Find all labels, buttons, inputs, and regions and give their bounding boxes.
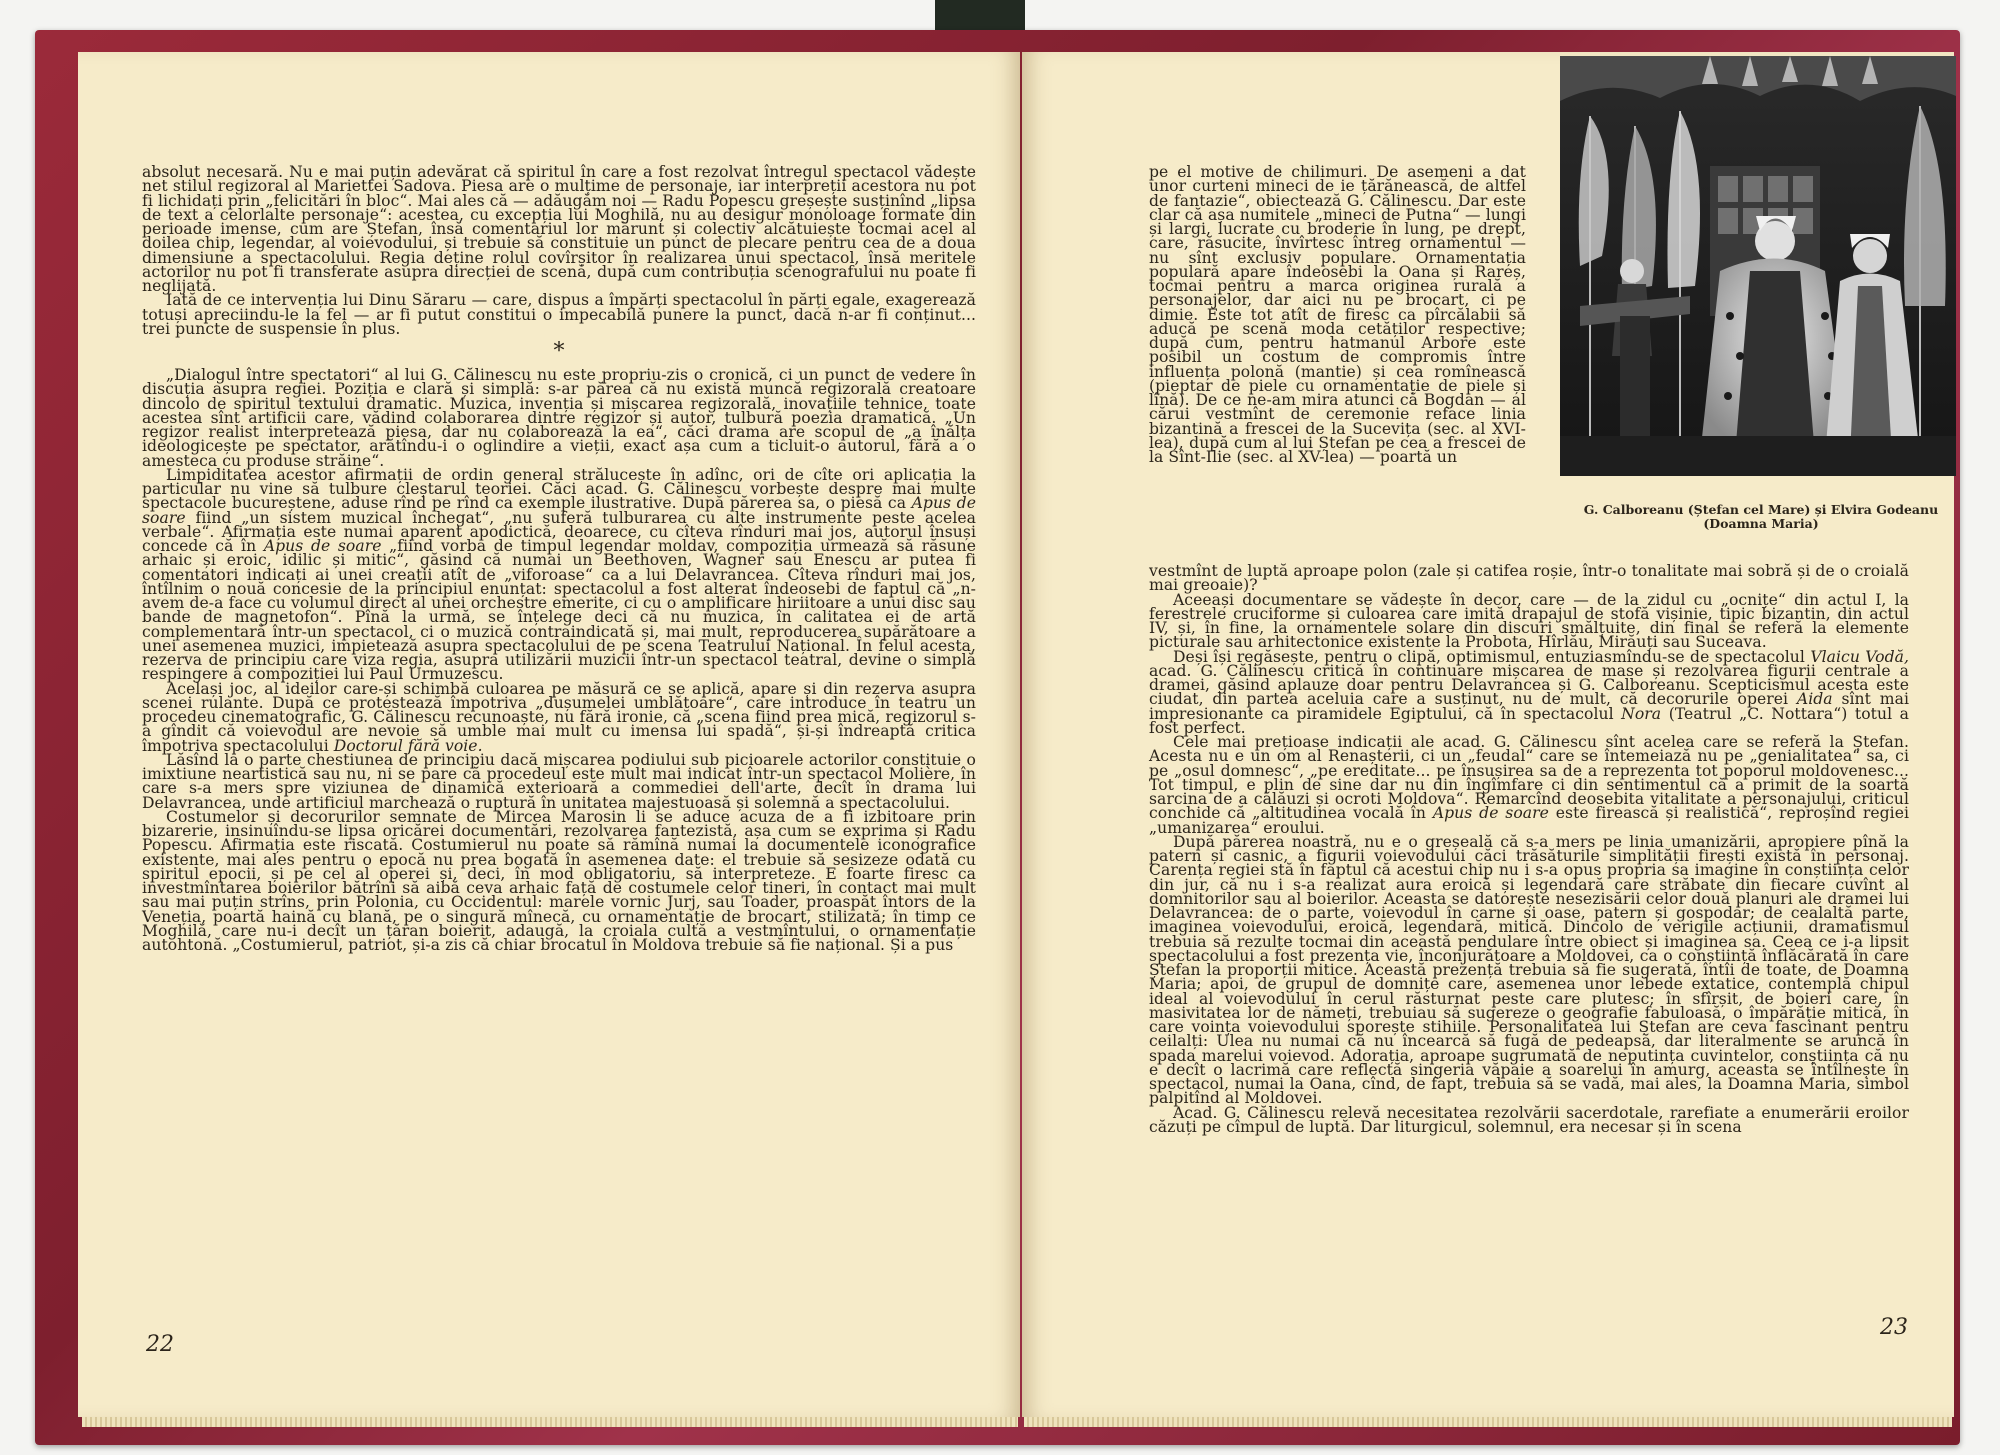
right-page-edge (1024, 1417, 1952, 1427)
paragraph: Aceeași documentare se vădește în decor, care — de la zidul cu „ocnițe“ din actul I, la ferestrele cruciforme și culoarea care imită drapajul de stofă vișinie, tipic bizantin, din actul IV, și, în fine, la ornamentele solare din discuri smălțuite, din final se referă la elemente picturale sau arhitectonice existente la Probota, Hîrlău, Mirăuți sau Suceava. (1149, 590, 1909, 652)
text-run: este firească și realistică“, reproșînd regiei „umanizarea“ eroului. (1149, 804, 1910, 837)
background-strip (935, 0, 1025, 30)
text-run: Limpiditatea acestor afirmații de ordin general strălucește în adînc, ori de cîte ori aplicația la particular nu vine să tulbure cleștarul teoriei. Căci acad. G. Călinescu vorbește despre mai multe spectacole bucureștene, aduse rînd pe rînd ca exemple ilustrative. După părerea sa, o piesă ca (142, 465, 976, 513)
page-number: 23 (1880, 1315, 1908, 1340)
work-title: Doctorul fără voie. (333, 736, 483, 755)
paragraph (1149, 647, 1910, 737)
paragraph: Iată de ce intervenția lui Dinu Săraru — care, dispus a împărți spectacolul în părți egale, exagerează totuși apreciindu-le la fel — ar fi putut constitui o impecabilă punere la punct, dacă n-ar fi conținut... trei puncte de suspensie în plus. (142, 291, 976, 338)
work-title: Vlaicu Vodă, (1810, 647, 1909, 666)
theatre-photo (1560, 56, 1956, 476)
text-run: „fiind vorba de timpul legendar moldav, compoziția urmează să răsune arhaic și eroic, idilic și mitic“, găsind că numai un Beethoven, Wagner sau Enescu ar putea fi comentatori indicați ai unei creații atît de „viforoase“ ca a lui Delavrancea. Cîteva rînduri mai jos, întîlnim o nouă concesie de la principiul enunțat: spectacolul a fost alterat îndeosebi de faptul că „n-avem de-a face cu volumul direct al unei orchestre emerite, ci cu o amplificare hiriitoare a unui disc sau bande de magnetofon“. Pînă la urmă, se înțelege deci că nu muzica, în calitatea ei de artă complementară într-un spectacol, ci o muzică contraindicată și, mai mult, reproducerea supărătoare a unei asemenea muzici, impietează asupra spectacolului de pe scena Teatrului Național. În felul acesta, rezerva de principiu care viza regia, asupra utilizării muzicii într-un spectacol teatral, devine o simplă respingere a compoziției lui Paul Urmuzescu. (142, 537, 976, 684)
text-run: Deși își regăsește, pentru o clipă, optimismul, entuziasmîndu-se de spectacolul (1173, 647, 1805, 666)
work-title: Apus de soare (142, 494, 976, 527)
page-number: 22 (146, 1332, 174, 1357)
paragraph (142, 465, 976, 684)
paragraph (1149, 735, 1909, 835)
left-page-text (142, 165, 976, 952)
text-run: Cele mai prețioase indicații ale acad. G. Călinescu sînt acelea care se referă la Ștefan. Acesta nu e un om al Renașterii, ci un „feudal“ care se întemeiază nu pe „genialitatea“ sa, ci pe „osul domnesc“, „pe ereditate... pe însușirea sa de a reprezenta tot poporul moldovenesc... Tot timpul, e plin de sine dar nu din îngîmfare ci din sentimentul că a primit de la soartă sarcina de a călăuzi și ocroti Moldova“. Remarcînd deosebita vitalitate a personajului, criticul conchide că „altitudinea vocală în (1149, 733, 1909, 823)
paragraph: „Dialogul între spectatori“ al lui G. Călinescu nu este propriu-zis o cronică, ci un punct de vedere în discuția asupra regiei. Poziția e clară și simplă: s-ar părea că nu există muncă regizorală creatoare dincolo de spiritul textului dramatic. Muzica, invenția și mișcarea regizorală, inovațiile tehnice, toate acestea sînt artificii care, vădind colaborarea dintre regizor și autor, tulbură poezia dramatică. „Un regizor realist interpretează piesa, dar nu colaborează la ea“, căci drama are scopul de „a înălța ideologicește pe spectator, arătîndu-i o oglindire a vieții, exact așa cum a ticluit-o autorul, fără a o amesteca cu produse străine“. (142, 366, 976, 470)
paragraph: vestmînt de luptă aproape polon (zale și catifea roșie, într-o tonalitate mai sobră și de o croială mai greoaie)? (1149, 562, 1909, 595)
paragraph: Lăsînd la o parte chestiunea de principiu dacă mișcarea podiului sub picioarele actorilor constituie o imixtiune neartistică sau nu, ni se pare că procedeul este mult mai indicat într-un spectacol Molière, în care s-a mers spre viziunea de dinamică exterioară a commediei dell'arte, decît în drama lui Delavrancea, unde artificiul marchează o ruptură în unitatea majestuoasă și solemnă a spectacolului. (142, 750, 976, 812)
text-run: sînt mai impresionante ca piramidele Egiptului, că în spectacolul (1149, 690, 1910, 723)
work-title: Apus de soare (1432, 804, 1549, 823)
right-page-text-wide (1149, 564, 1909, 1134)
text-run: Același joc, al ideilor care-și schimbă culoarea pe măsură ce se aplică, apare și din rezerva asupra scenei rulante. După ce protestează împotriva „dușumelei umblătoare“, care introduce în teatru un procedeu cinematografic, G. Călinescu recunoaște, nu fără ironie, că „scena fiind prea mică, regizorul s-a gîndit că voievodul are nevoie să umble mai mult cu imensa lui spadă“, și-și îndreaptă critica împotriva spectacolului (142, 679, 976, 755)
left-page-edge (82, 1417, 1018, 1427)
paragraph: După părerea noastră, nu e o greșeală că s-a mers pe linia umanizării, apropiere pînă la patern și casnic, a figurii voievodului căci trăsăturile simplității firești există în personaj. Carența regiei stă în faptul că acestui chip nu i s-a opus propria sa imagine în conștiința celor din jur, că nu i s-a realizat aura eroică și legendară care străbate din fiecare cuvînt al domnitorilor sau al boierilor. Aceasta se datorește nesezisării celor două planuri ale dramei lui Delavrancea: de o parte, voievodul în carne și oase, patern și gospodar; de cealaltă parte, imaginea voievodului, eroică, legendară, mitică. Dincolo de verigile acțiunii, dramatismul trebuia să rezulte tocmai din această pendulare între obiect și imaginea sa. Ceea ce i-a lipsit spectacolului a fost prezența vie, înconjurătoare a Moldovei, ca o conștiință înflăcărată în care Ștefan la proporții mitice. Această prezență trebuia să fie sugerată, întîi de toate, de Doamna Maria; apoi, de grupul de domnițe care, asemenea unor lebede extatice, contemplă chipul ideal al voievodului în cerul răsturnat peste care plutesc; în sfîrșit, de boieri care, în masivitatea lor de nămeți, trebuiau să sugereze o geografie fabuloasă, o împărăție mitică, în care voința voievodului sporește stihiile. Personalitatea lui Ștefan are ceva fascinant pentru ceilalți: Ulea nu numai că nu încearcă să fugă de pedeapsă, dar literalmente se aruncă în spada marelui voievod. Adorația, aproape sugrumată de neputința cuvintelor, conștiința că nu e decît o lacrimă care reflectă singeria văpaie a soarelui în amurg, aceasta se întîlnește în spectacol, numai la Oana, cînd, de fapt, trebuia să se vadă, mai ales, la Doamna Maria, simbol palpitînd al Moldovei. (1149, 832, 1909, 1108)
section-separator: * (553, 339, 565, 364)
text-run: fiind „un sistem muzical închegat“, „nu suferă tulburarea cu alte instrumente peste acelea verbale“. Afirmația este numai aparent apodictică, deoarece, cu cîteva rînduri mai jos, autorul însuși concede că în (142, 508, 976, 555)
paragraph: absolut necesară. Nu e mai puțin adevărat că spiritul în care a fost rezolvat întregul spectacol vădește net stilul regizoral al Mariettei Sadova. Piesa are o mulțime de personaje, iar interpreții acestora nu pot fi lichidați prin „felicitări în bloc“. Mai ales că — adăugăm noi — Radu Popescu greșește susținînd „lipsa de text a celorlalte personaje“: acestea, cu excepția lui Moghilă, nu au desigur monoloage formate din perioade imense, cum are Ștefan, însă comentariul lor mărunt și colectiv alcătuiește tocmai acel al doilea chip, legendar, al voievodului, și trebuie să constituie un punct de plecare pentru cea de a doua dimensiune a spectacolului. Regia deține rolul covîrșitor în realizarea unui spectacol, însă meritele actorilor nu pot fi transferate asupra direcției de scenă, după cum contribuția scenografului nu poate fi neglijată. (142, 163, 976, 295)
right-page-text-narrow (1149, 165, 1526, 464)
work-title: Nora (1621, 704, 1662, 723)
left-page (78, 52, 1020, 1417)
photo-caption: G. Calboreanu (Ștefan cel Mare) și Elvira Godeanu (Doamna Maria) (1583, 502, 1939, 531)
work-title: Aida (1796, 690, 1833, 709)
text-run: (Teatrul „C. Nottara“) totul a fost perfect. (1149, 704, 1909, 737)
paragraph (142, 679, 976, 755)
paragraph: pe el motive de chilimuri. De asemeni a dat unor curteni mineci de ie țărănească, de altfel de fantazie“, obiectează G. Călinescu. Dar este clar că așa numitele „mineci de Putna“ — lungi și largi, lucrate cu broderie în lung, pe drept, care, răsucite, învîrtesc întreg ornamentul — nu sînt exclusiv populare. Ornamentația populară apare îndeosebi la Oana și Rareș, tocmai pentru a marca originea rurală a personajelor, dar aici nu pe brocart, ci pe dimie. Este tot atît de firesc ca pîrcălabii să aducă pe scenă moda cetăților respective; după cum, pentru hatmanul Arbore este posibil un costum de compromis între influența polonă (mantie) și cea romînească (pieptar de piele cu ornamentație de piele și lînă). De ce ne-am mira atunci că Bogdan — al cărui vestmînt de ceremonie reface linia bizantină a frescei de la Sucevița (sec. al XVI-lea), după cum al lui Ștefan pe cea a frescei de la Sînt-Ilie (sec. al XV-lea) — poartă un (1149, 163, 1526, 466)
paragraph: Costumelor și decorurilor semnate de Mircea Marosin li se aduce acuza de a fi izbitoare prin bizarerie, insinuîndu-se lipsa oricărei documentări, rezolvarea fantezistă, așa cum se exprima și Radu Popescu. Afirmația este riscată. Costumierul nu poate să rămînă numai la documentele iconografice existente, mai ales pentru o epocă nu prea bogată în asemenea date: el trebuie să sesizeze odată cu spiritul epocii, și pe cel al operei și, deci, în mod obligatoriu, să interpreteze. E foarte firesc ca investmîntarea boierilor bătrîni să aibă ceva arhaic față de costumele celor tineri, în contact mai mult sau mai puțin strîns, prin Polonia, cu Occidentul: marele vornic Jurj, sau Toader, proaspăt întors de la Veneția, poartă haină cu blană, pe o singură mînecă, cu ornamentație de brocart, stilizată; în timp ce Moghilă, care nu-i decît un țăran boierit, adaugă, la croiala cultă a vestmîntului, o ornamentație autohtonă. „Costumierul, patriot, și-a zis că chiar brocatul în Moldova trebuie să fie național. Și a pus (142, 807, 976, 954)
text-run: acad. G. Călinescu critică în continuare mișcarea de mase și rezolvarea figurii centrale a dramei, găsind aplauze doar pentru Delavrancea și G. Calboreanu. Scepticismul acesta este ciudat, din partea aceluia care a susținut, nu de mult, că decorurile operei (1149, 661, 1909, 709)
work-title: Apus de soare (263, 537, 382, 555)
paragraph: Acad. G. Călinescu relevă necesitatea rezolvării sacerdotale, rarefiate a enumerării eroilor căzuți pe cîmpul de luptă. Dar liturgicul, solemnul, era necesar și în scena (1149, 1103, 1909, 1136)
